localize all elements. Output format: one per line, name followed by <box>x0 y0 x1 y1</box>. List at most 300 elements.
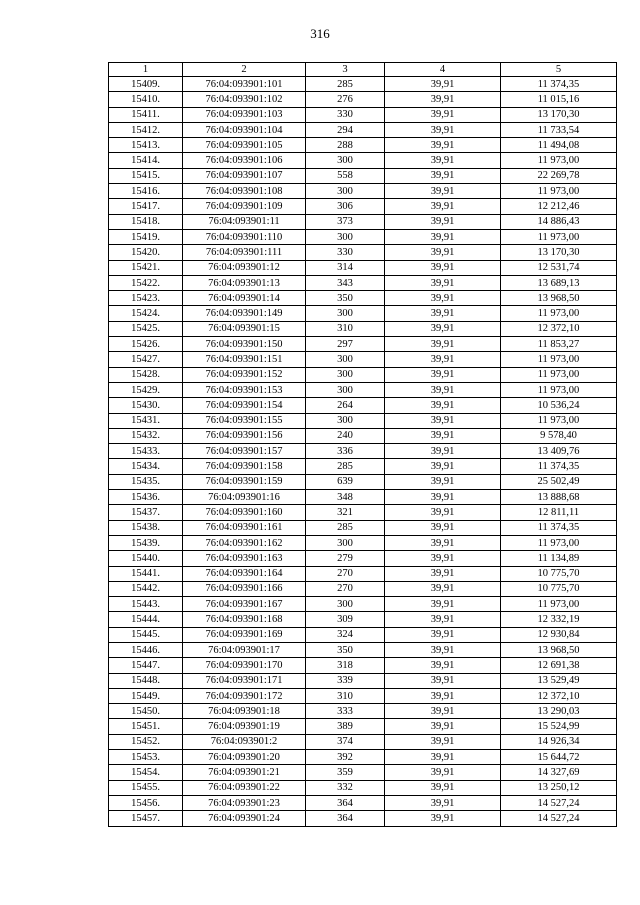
table-row <box>109 352 617 367</box>
table-row <box>109 750 617 765</box>
rate-cell: 39,91 <box>385 734 501 749</box>
cadastral-number-cell: 76:04:093901:152 <box>183 367 306 382</box>
table-row <box>109 382 617 397</box>
table-row <box>109 184 617 199</box>
rate-cell: 39,91 <box>385 688 501 703</box>
rate-cell: 39,91 <box>385 352 501 367</box>
row-number-cell: 15446. <box>109 642 183 657</box>
amount-cell: 13 409,76 <box>501 444 617 459</box>
table-row <box>109 398 617 413</box>
rate-cell: 39,91 <box>385 92 501 107</box>
rate-cell: 39,91 <box>385 750 501 765</box>
table-row <box>109 658 617 673</box>
amount-cell: 13 290,03 <box>501 704 617 719</box>
registry-table <box>108 62 617 827</box>
row-number-cell: 15414. <box>109 153 183 168</box>
cadastral-number-cell: 76:04:093901:19 <box>183 719 306 734</box>
cadastral-number-cell: 76:04:093901:11 <box>183 214 306 229</box>
table-row <box>109 780 617 795</box>
cadastral-number-cell: 76:04:093901:167 <box>183 597 306 612</box>
amount-cell: 11 973,00 <box>501 597 617 612</box>
row-number-cell: 15409. <box>109 77 183 92</box>
rate-cell: 39,91 <box>385 168 501 183</box>
row-number-cell: 15428. <box>109 367 183 382</box>
cadastral-number-cell: 76:04:093901:161 <box>183 520 306 535</box>
cadastral-number-cell: 76:04:093901:23 <box>183 795 306 810</box>
cadastral-number-cell: 76:04:093901:156 <box>183 428 306 443</box>
table-row <box>109 520 617 535</box>
cadastral-number-cell: 76:04:093901:16 <box>183 490 306 505</box>
table-row <box>109 306 617 321</box>
amount-cell: 11 733,54 <box>501 122 617 137</box>
row-number-cell: 15429. <box>109 382 183 397</box>
table-row <box>109 413 617 428</box>
area-cell: 318 <box>306 658 385 673</box>
row-number-cell: 15452. <box>109 734 183 749</box>
area-cell: 374 <box>306 734 385 749</box>
area-cell: 300 <box>306 153 385 168</box>
cadastral-number-cell: 76:04:093901:22 <box>183 780 306 795</box>
amount-cell: 25 502,49 <box>501 474 617 489</box>
rate-cell: 39,91 <box>385 811 501 826</box>
amount-cell: 11 973,00 <box>501 229 617 244</box>
table-row <box>109 551 617 566</box>
table-row <box>109 642 617 657</box>
amount-cell: 11 374,35 <box>501 520 617 535</box>
area-cell: 270 <box>306 566 385 581</box>
rate-cell: 39,91 <box>385 505 501 520</box>
amount-cell: 13 250,12 <box>501 780 617 795</box>
rate-cell: 39,91 <box>385 658 501 673</box>
rate-cell: 39,91 <box>385 184 501 199</box>
table-row <box>109 612 617 627</box>
cadastral-number-cell: 76:04:093901:150 <box>183 337 306 352</box>
rate-cell: 39,91 <box>385 673 501 688</box>
table-row <box>109 444 617 459</box>
area-cell: 300 <box>306 306 385 321</box>
table-row <box>109 229 617 244</box>
cadastral-number-cell: 76:04:093901:154 <box>183 398 306 413</box>
area-cell: 279 <box>306 551 385 566</box>
amount-cell: 11 973,00 <box>501 184 617 199</box>
row-number-cell: 15438. <box>109 520 183 535</box>
amount-cell: 11 973,00 <box>501 367 617 382</box>
amount-cell: 12 332,19 <box>501 612 617 627</box>
area-cell: 300 <box>306 184 385 199</box>
cadastral-number-cell: 76:04:093901:14 <box>183 291 306 306</box>
column-header-2: 2 <box>183 63 306 77</box>
row-number-cell: 15454. <box>109 765 183 780</box>
area-cell: 350 <box>306 642 385 657</box>
table-row <box>109 428 617 443</box>
area-cell: 324 <box>306 627 385 642</box>
rate-cell: 39,91 <box>385 153 501 168</box>
row-number-cell: 15445. <box>109 627 183 642</box>
row-number-cell: 15433. <box>109 444 183 459</box>
area-cell: 336 <box>306 444 385 459</box>
row-number-cell: 15434. <box>109 459 183 474</box>
area-cell: 321 <box>306 505 385 520</box>
area-cell: 309 <box>306 612 385 627</box>
row-number-cell: 15425. <box>109 321 183 336</box>
table-row <box>109 138 617 153</box>
area-cell: 389 <box>306 719 385 734</box>
cadastral-number-cell: 76:04:093901:149 <box>183 306 306 321</box>
cadastral-number-cell: 76:04:093901:2 <box>183 734 306 749</box>
row-number-cell: 15420. <box>109 245 183 260</box>
row-number-cell: 15451. <box>109 719 183 734</box>
rate-cell: 39,91 <box>385 627 501 642</box>
rate-cell: 39,91 <box>385 520 501 535</box>
area-cell: 276 <box>306 92 385 107</box>
rate-cell: 39,91 <box>385 214 501 229</box>
amount-cell: 14 327,69 <box>501 765 617 780</box>
amount-cell: 13 689,13 <box>501 275 617 290</box>
rate-cell: 39,91 <box>385 199 501 214</box>
rate-cell: 39,91 <box>385 306 501 321</box>
rate-cell: 39,91 <box>385 719 501 734</box>
amount-cell: 14 527,24 <box>501 795 617 810</box>
cadastral-number-cell: 76:04:093901:13 <box>183 275 306 290</box>
area-cell: 333 <box>306 704 385 719</box>
cadastral-number-cell: 76:04:093901:163 <box>183 551 306 566</box>
rate-cell: 39,91 <box>385 581 501 596</box>
rate-cell: 39,91 <box>385 566 501 581</box>
row-number-cell: 15442. <box>109 581 183 596</box>
row-number-cell: 15430. <box>109 398 183 413</box>
amount-cell: 22 269,78 <box>501 168 617 183</box>
rate-cell: 39,91 <box>385 321 501 336</box>
amount-cell: 15 524,99 <box>501 719 617 734</box>
row-number-cell: 15427. <box>109 352 183 367</box>
cadastral-number-cell: 76:04:093901:155 <box>183 413 306 428</box>
rate-cell: 39,91 <box>385 229 501 244</box>
cadastral-number-cell: 76:04:093901:151 <box>183 352 306 367</box>
rate-cell: 39,91 <box>385 780 501 795</box>
cadastral-number-cell: 76:04:093901:111 <box>183 245 306 260</box>
table-row <box>109 734 617 749</box>
area-cell: 314 <box>306 260 385 275</box>
table-row <box>109 275 617 290</box>
area-cell: 330 <box>306 245 385 260</box>
row-number-cell: 15436. <box>109 490 183 505</box>
rate-cell: 39,91 <box>385 474 501 489</box>
amount-cell: 13 888,68 <box>501 490 617 505</box>
area-cell: 339 <box>306 673 385 688</box>
area-cell: 285 <box>306 77 385 92</box>
row-number-cell: 15440. <box>109 551 183 566</box>
amount-cell: 10 775,70 <box>501 566 617 581</box>
column-header-3: 3 <box>306 63 385 77</box>
table-row <box>109 291 617 306</box>
cadastral-number-cell: 76:04:093901:159 <box>183 474 306 489</box>
area-cell: 300 <box>306 229 385 244</box>
table-row <box>109 704 617 719</box>
area-cell: 306 <box>306 199 385 214</box>
rate-cell: 39,91 <box>385 398 501 413</box>
area-cell: 270 <box>306 581 385 596</box>
rate-cell: 39,91 <box>385 765 501 780</box>
cadastral-number-cell: 76:04:093901:24 <box>183 811 306 826</box>
cadastral-number-cell: 76:04:093901:105 <box>183 138 306 153</box>
table-row <box>109 673 617 688</box>
amount-cell: 11 973,00 <box>501 535 617 550</box>
amount-cell: 11 973,00 <box>501 352 617 367</box>
row-number-cell: 15449. <box>109 688 183 703</box>
amount-cell: 9 578,40 <box>501 428 617 443</box>
area-cell: 310 <box>306 688 385 703</box>
cadastral-number-cell: 76:04:093901:171 <box>183 673 306 688</box>
table-row <box>109 245 617 260</box>
amount-cell: 11 973,00 <box>501 306 617 321</box>
row-number-cell: 15448. <box>109 673 183 688</box>
rate-cell: 39,91 <box>385 337 501 352</box>
rate-cell: 39,91 <box>385 122 501 137</box>
table-row <box>109 719 617 734</box>
area-cell: 392 <box>306 750 385 765</box>
cadastral-number-cell: 76:04:093901:170 <box>183 658 306 673</box>
row-number-cell: 15435. <box>109 474 183 489</box>
table-row <box>109 474 617 489</box>
row-number-cell: 15437. <box>109 505 183 520</box>
area-cell: 300 <box>306 367 385 382</box>
row-number-cell: 15453. <box>109 750 183 765</box>
area-cell: 300 <box>306 535 385 550</box>
rate-cell: 39,91 <box>385 444 501 459</box>
amount-cell: 13 170,30 <box>501 107 617 122</box>
row-number-cell: 15426. <box>109 337 183 352</box>
row-number-cell: 15422. <box>109 275 183 290</box>
column-header-5: 5 <box>501 63 617 77</box>
area-cell: 330 <box>306 107 385 122</box>
area-cell: 364 <box>306 811 385 826</box>
row-number-cell: 15432. <box>109 428 183 443</box>
cadastral-number-cell: 76:04:093901:103 <box>183 107 306 122</box>
cadastral-number-cell: 76:04:093901:104 <box>183 122 306 137</box>
amount-cell: 11 134,89 <box>501 551 617 566</box>
table-body <box>109 77 617 827</box>
cadastral-number-cell: 76:04:093901:153 <box>183 382 306 397</box>
amount-cell: 12 372,10 <box>501 321 617 336</box>
table-row <box>109 597 617 612</box>
amount-cell: 12 212,46 <box>501 199 617 214</box>
row-number-cell: 15443. <box>109 597 183 612</box>
area-cell: 285 <box>306 520 385 535</box>
amount-cell: 11 973,00 <box>501 153 617 168</box>
cadastral-number-cell: 76:04:093901:102 <box>183 92 306 107</box>
table-row <box>109 107 617 122</box>
table-row <box>109 321 617 336</box>
cadastral-number-cell: 76:04:093901:169 <box>183 627 306 642</box>
table-row <box>109 199 617 214</box>
row-number-cell: 15416. <box>109 184 183 199</box>
row-number-cell: 15412. <box>109 122 183 137</box>
rate-cell: 39,91 <box>385 382 501 397</box>
rate-cell: 39,91 <box>385 260 501 275</box>
row-number-cell: 15421. <box>109 260 183 275</box>
table-row <box>109 688 617 703</box>
area-cell: 240 <box>306 428 385 443</box>
amount-cell: 13 170,30 <box>501 245 617 260</box>
row-number-cell: 15444. <box>109 612 183 627</box>
rate-cell: 39,91 <box>385 490 501 505</box>
table-row <box>109 122 617 137</box>
row-number-cell: 15441. <box>109 566 183 581</box>
area-cell: 300 <box>306 413 385 428</box>
area-cell: 300 <box>306 597 385 612</box>
area-cell: 359 <box>306 765 385 780</box>
cadastral-number-cell: 76:04:093901:108 <box>183 184 306 199</box>
rate-cell: 39,91 <box>385 77 501 92</box>
table-row <box>109 566 617 581</box>
rate-cell: 39,91 <box>385 642 501 657</box>
amount-cell: 10 775,70 <box>501 581 617 596</box>
area-cell: 297 <box>306 337 385 352</box>
row-number-cell: 15418. <box>109 214 183 229</box>
amount-cell: 13 529,49 <box>501 673 617 688</box>
amount-cell: 11 374,35 <box>501 459 617 474</box>
area-cell: 373 <box>306 214 385 229</box>
area-cell: 348 <box>306 490 385 505</box>
row-number-cell: 15450. <box>109 704 183 719</box>
rate-cell: 39,91 <box>385 275 501 290</box>
column-header-4: 4 <box>385 63 501 77</box>
amount-cell: 13 968,50 <box>501 291 617 306</box>
area-cell: 350 <box>306 291 385 306</box>
cadastral-number-cell: 76:04:093901:168 <box>183 612 306 627</box>
area-cell: 294 <box>306 122 385 137</box>
table-row <box>109 459 617 474</box>
amount-cell: 12 811,11 <box>501 505 617 520</box>
row-number-cell: 15447. <box>109 658 183 673</box>
area-cell: 310 <box>306 321 385 336</box>
table-row <box>109 77 617 92</box>
rate-cell: 39,91 <box>385 612 501 627</box>
table-row <box>109 505 617 520</box>
rate-cell: 39,91 <box>385 551 501 566</box>
row-number-cell: 15410. <box>109 92 183 107</box>
cadastral-number-cell: 76:04:093901:18 <box>183 704 306 719</box>
row-number-cell: 15411. <box>109 107 183 122</box>
row-number-cell: 15423. <box>109 291 183 306</box>
amount-cell: 13 968,50 <box>501 642 617 657</box>
table-row <box>109 627 617 642</box>
cadastral-number-cell: 76:04:093901:166 <box>183 581 306 596</box>
table-row <box>109 367 617 382</box>
cadastral-number-cell: 76:04:093901:21 <box>183 765 306 780</box>
rate-cell: 39,91 <box>385 245 501 260</box>
amount-cell: 11 374,35 <box>501 77 617 92</box>
rate-cell: 39,91 <box>385 428 501 443</box>
cadastral-number-cell: 76:04:093901:12 <box>183 260 306 275</box>
cadastral-number-cell: 76:04:093901:106 <box>183 153 306 168</box>
row-number-cell: 15417. <box>109 199 183 214</box>
area-cell: 332 <box>306 780 385 795</box>
page-number: 316 <box>310 26 330 41</box>
rate-cell: 39,91 <box>385 597 501 612</box>
cadastral-number-cell: 76:04:093901:157 <box>183 444 306 459</box>
cadastral-number-cell: 76:04:093901:172 <box>183 688 306 703</box>
rate-cell: 39,91 <box>385 138 501 153</box>
table-row <box>109 765 617 780</box>
cadastral-number-cell: 76:04:093901:107 <box>183 168 306 183</box>
cadastral-number-cell: 76:04:093901:160 <box>183 505 306 520</box>
row-number-cell: 15413. <box>109 138 183 153</box>
amount-cell: 10 536,24 <box>501 398 617 413</box>
rate-cell: 39,91 <box>385 413 501 428</box>
cadastral-number-cell: 76:04:093901:164 <box>183 566 306 581</box>
area-cell: 343 <box>306 275 385 290</box>
table-row <box>109 581 617 596</box>
cadastral-number-cell: 76:04:093901:162 <box>183 535 306 550</box>
table-row <box>109 168 617 183</box>
area-cell: 288 <box>306 138 385 153</box>
table-row <box>109 260 617 275</box>
rate-cell: 39,91 <box>385 291 501 306</box>
cadastral-number-cell: 76:04:093901:17 <box>183 642 306 657</box>
table-row <box>109 490 617 505</box>
row-number-cell: 15455. <box>109 780 183 795</box>
area-cell: 264 <box>306 398 385 413</box>
rate-cell: 39,91 <box>385 795 501 810</box>
amount-cell: 11 494,08 <box>501 138 617 153</box>
cadastral-number-cell: 76:04:093901:15 <box>183 321 306 336</box>
row-number-cell: 15424. <box>109 306 183 321</box>
amount-cell: 14 527,24 <box>501 811 617 826</box>
row-number-cell: 15439. <box>109 535 183 550</box>
table-row <box>109 535 617 550</box>
cadastral-number-cell: 76:04:093901:101 <box>183 77 306 92</box>
area-cell: 300 <box>306 382 385 397</box>
amount-cell: 14 926,34 <box>501 734 617 749</box>
cadastral-number-cell: 76:04:093901:109 <box>183 199 306 214</box>
cadastral-number-cell: 76:04:093901:20 <box>183 750 306 765</box>
amount-cell: 15 644,72 <box>501 750 617 765</box>
row-number-cell: 15419. <box>109 229 183 244</box>
amount-cell: 12 531,74 <box>501 260 617 275</box>
row-number-cell: 15457. <box>109 811 183 826</box>
row-number-cell: 15415. <box>109 168 183 183</box>
cadastral-number-cell: 76:04:093901:110 <box>183 229 306 244</box>
area-cell: 300 <box>306 352 385 367</box>
area-cell: 558 <box>306 168 385 183</box>
amount-cell: 12 691,38 <box>501 658 617 673</box>
rate-cell: 39,91 <box>385 367 501 382</box>
amount-cell: 11 973,00 <box>501 382 617 397</box>
amount-cell: 11 015,16 <box>501 92 617 107</box>
rate-cell: 39,91 <box>385 704 501 719</box>
amount-cell: 12 372,10 <box>501 688 617 703</box>
table-row <box>109 214 617 229</box>
table-row <box>109 795 617 810</box>
area-cell: 285 <box>306 459 385 474</box>
amount-cell: 12 930,84 <box>501 627 617 642</box>
amount-cell: 11 853,27 <box>501 337 617 352</box>
row-number-cell: 15431. <box>109 413 183 428</box>
column-header-1: 1 <box>109 63 183 77</box>
table-row <box>109 337 617 352</box>
amount-cell: 11 973,00 <box>501 413 617 428</box>
rate-cell: 39,91 <box>385 107 501 122</box>
rate-cell: 39,91 <box>385 459 501 474</box>
table-header-row <box>109 63 617 77</box>
rate-cell: 39,91 <box>385 535 501 550</box>
amount-cell: 14 886,43 <box>501 214 617 229</box>
row-number-cell: 15456. <box>109 795 183 810</box>
cadastral-number-cell: 76:04:093901:158 <box>183 459 306 474</box>
area-cell: 639 <box>306 474 385 489</box>
area-cell: 364 <box>306 795 385 810</box>
